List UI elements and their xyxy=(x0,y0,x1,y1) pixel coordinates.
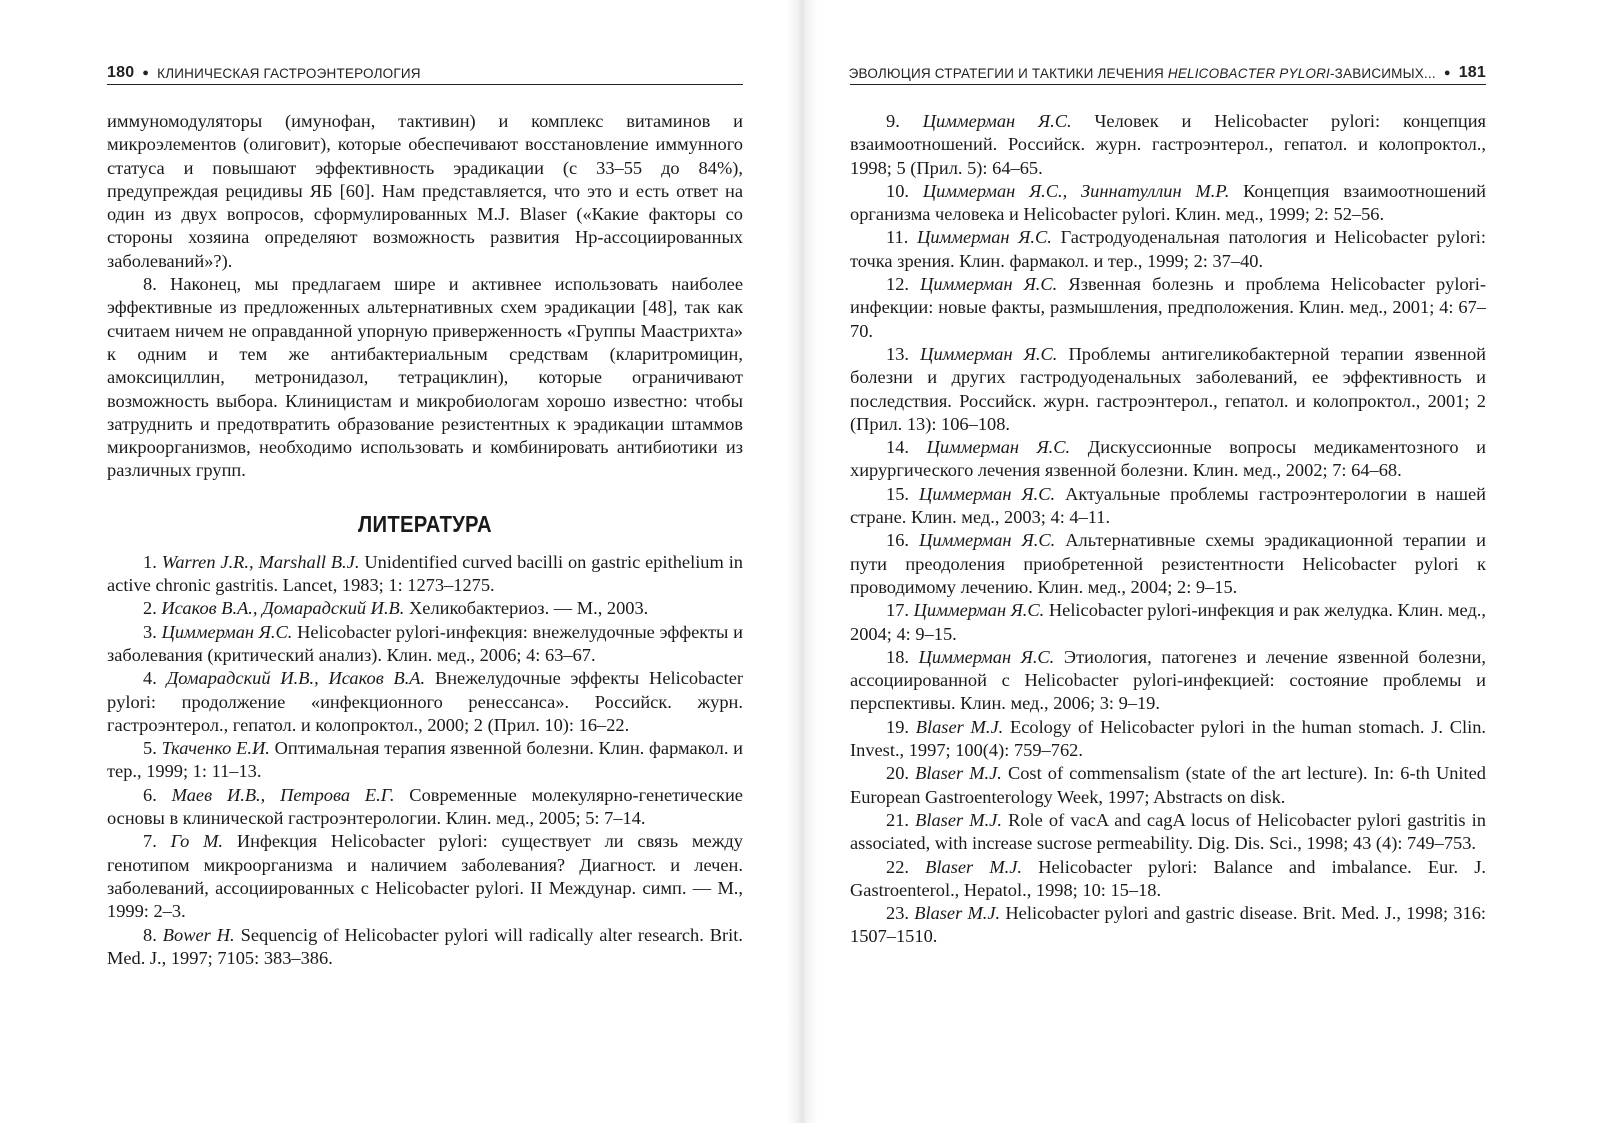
reference-item xyxy=(850,110,1486,180)
reference-number: 19. xyxy=(886,716,909,737)
reference-number: 4. xyxy=(143,668,157,689)
reference-authors: Ткаченко Е.И. xyxy=(161,738,270,759)
bullet-separator: ● xyxy=(1443,67,1451,79)
reference-text: Ecology of Helicobacter pylori in the human stomach. J. Clin. Invest., 1997; 100(4): 759–762. xyxy=(850,716,1486,761)
reference-text: Оптимальная терапия язвенной болезни. Клин. фармакол. и тер., 1999; 1: 11–13. xyxy=(107,738,744,782)
reference-number: 16. xyxy=(886,530,909,551)
reference-number: 1. xyxy=(143,551,157,572)
running-head-left xyxy=(107,62,743,85)
reference-authors: Циммерман Я.С. xyxy=(917,227,1052,248)
reference-authors: Циммерман Я.С. xyxy=(926,437,1071,458)
reference-authors: Циммерман Я.С. xyxy=(913,600,1045,621)
reference-authors: Циммерман Я.С. xyxy=(920,343,1058,364)
reference-item xyxy=(107,830,743,923)
right-page xyxy=(800,0,1600,1123)
reference-text: Sequencig of Helicobacter pylori will radically alter research. Brit. Med. J., 1997; 7105: 383–386. xyxy=(107,924,743,968)
reference-number: 8. xyxy=(143,924,157,945)
reference-number: 18. xyxy=(886,646,909,667)
reference-text: Хеликобактериоз. — М., 2003. xyxy=(409,598,649,619)
reference-authors: Циммерман Я.С. xyxy=(919,483,1056,504)
section-title-right-suffix: -ЗАВИСИМЫХ... xyxy=(1329,65,1436,81)
reference-number: 13. xyxy=(886,343,909,364)
reference-authors: Го М. xyxy=(170,831,224,852)
body-paragraph: 8. Наконец, мы предлагаем шире и активнее использовать наиболее эффективные из предложенных альтернативных схем эрадикации [48], так как считаем ничем не оправданной упорную приверженность «Группы Маастрихта» к одним и тем же антибактериальным средствам (кларитромицин, амоксициллин, метронидазол, тетрациклин), которые ограничивают возможность выбора. Клиницистам и микробиологам хорошо известно: чтобы затруднить и предотвратить образование резистентных к эрадикации штаммов микроорганизмов, необходимо использовать и комбинировать антибиотики из различных групп. xyxy=(107,274,743,481)
body-paragraph: иммуномодуляторы (имунофан, тактивин) и комплекс витаминов и микроэлементов (олиговит), которые обеспечивают восстановление иммунного статуса и повышают эффективность эрадикации (с 33–55 до 84%), предупреждая рецидивы ЯБ [60]. Нам представляется, что это и есть ответ на один из двух вопросов, сформулированных M.J. Blaser («Какие факторы со стороны хозяина определяют возможность развития Hp-ассоциированных заболеваний»?). xyxy=(107,111,743,271)
page-number-right: 181 xyxy=(1458,64,1486,81)
reference-text: Unidentified curved bacilli on gastric epithelium in active chronic gastritis. Lancet, 1983; 1: 1273–1275. xyxy=(107,551,744,596)
reference-item xyxy=(107,924,743,971)
section-title-right-italic: HELICOBACTER PYLORI xyxy=(1167,65,1330,81)
reference-number: 12. xyxy=(886,274,909,295)
reference-number: 3. xyxy=(143,621,157,642)
reference-text: Helicobacter pylori-инфекция и рак желудка. Клин. мед., 2004; 4: 9–15. xyxy=(850,600,1486,644)
right-text-column xyxy=(850,110,1486,949)
reference-item xyxy=(850,902,1486,949)
reference-number: 17. xyxy=(886,600,909,621)
reference-item xyxy=(107,621,743,668)
reference-authors: Циммерман Я.С. xyxy=(922,111,1072,131)
reference-text: Внежелудочные эффекты Helicobacter pylori: продолжение «инфекционного ренессанса». Российск. журн. гастроэнтерол., гепатол. и колопроктол., 2000; 2 (Прил. 10): 16–22. xyxy=(107,668,743,735)
reference-authors: Циммерман Я.С. xyxy=(920,274,1058,295)
reference-item xyxy=(107,784,743,831)
reference-number: 21. xyxy=(886,809,909,830)
reference-authors: Blaser M.J. xyxy=(915,716,1004,737)
reference-item xyxy=(850,436,1486,483)
reference-number: 15. xyxy=(886,483,909,504)
running-head-right xyxy=(850,62,1486,85)
reference-text: Современные молекулярно-генетические основы в клинической гастроэнтерологии. Клин. мед., 2005; 5: 7–14. xyxy=(107,784,743,829)
reference-text: Cost of commensalism (state of the art lecture). In: 6-th United European Gastroenterology Week, 1997; Abstracts on disk. xyxy=(850,763,1487,807)
reference-number: 22. xyxy=(886,856,909,877)
reference-item xyxy=(850,716,1486,763)
section-title-right xyxy=(849,66,1436,81)
reference-item xyxy=(850,226,1486,273)
reference-authors: Циммерман Я.С. xyxy=(161,621,293,642)
reference-authors: Домарадский И.В., Исаков В.А. xyxy=(166,668,426,689)
reference-number: 2. xyxy=(143,598,157,619)
reference-text: Актуальные проблемы гастроэнтерологии в нашей стране. Клин. мед., 2003; 4: 4–11. xyxy=(850,483,1487,528)
reference-item xyxy=(850,483,1486,530)
reference-item xyxy=(850,529,1486,599)
reference-authors: Blaser M.J. xyxy=(925,856,1023,877)
reference-number: 11. xyxy=(886,227,909,248)
reference-number: 5. xyxy=(143,738,157,759)
reference-authors: Blaser M.J. xyxy=(915,763,1002,784)
reference-number: 7. xyxy=(143,831,157,852)
reference-number: 10. xyxy=(886,180,909,201)
reference-text: Инфекция Helicobacter pylori: существует ли связь между генотипом микроорганизма и наличием заболевания? Диагност. и лечен. заболеваний, ассоциированных с Helicobacter pylori. II Междунар. симп. — М., 1999: 2–3. xyxy=(107,831,743,922)
reference-text: Дискуссионные вопросы медикаментозного и хирургического лечения язвенной болезни. Клин. мед., 2002; 7: 64–68. xyxy=(850,437,1486,481)
section-title-right-prefix: ЭВОЛЮЦИЯ СТРАТЕГИИ И ТАКТИКИ ЛЕЧЕНИЯ xyxy=(848,65,1168,81)
reference-item xyxy=(850,180,1486,227)
reference-number: 20. xyxy=(886,763,909,784)
reference-authors: Маев И.В., Петрова Е.Г. xyxy=(171,784,395,805)
reference-list-right xyxy=(850,110,1486,949)
page-number-left: 180 xyxy=(107,64,135,81)
reference-item xyxy=(850,646,1486,716)
reference-authors: Циммерман Я.С. xyxy=(918,646,1055,667)
reference-number: 14. xyxy=(886,437,909,458)
reference-text: Этиология, патогенез и лечение язвенной болезни, ассоциированной с Helicobacter pylori-инфекцией: состояние проблемы и перспективы. Клин. мед., 2006; 3: 9–19. xyxy=(850,646,1486,714)
reference-authors: Bower H. xyxy=(162,924,235,945)
reference-item xyxy=(107,597,743,620)
reference-number: 6. xyxy=(143,784,157,805)
reference-item xyxy=(107,551,743,598)
reference-authors: Warren J.R., Marshall B.J. xyxy=(161,551,360,572)
left-text-column xyxy=(107,110,743,970)
reference-authors: Blaser M.J. xyxy=(915,809,1002,830)
section-title-left: КЛИНИЧЕСКАЯ ГАСТРОЭНТЕРОЛОГИЯ xyxy=(157,65,421,81)
reference-text: Helicobacter pylori: Balance and imbalance. Eur. J. Gastroenterol., Hepatol., 1998; 10: 15–18. xyxy=(850,856,1486,900)
reference-authors: Blaser M.J. xyxy=(914,903,1001,924)
reference-item xyxy=(850,273,1486,343)
reference-text: Helicobacter pylori-инфекция: внежелудочные эффекты и заболевания (критический анализ). Клин. мед., 2006; 4: 63–67. xyxy=(107,621,743,665)
reference-text: Гастродуоденальная патология и Helicobacter pylori: точка зрения. Клин. фармакол. и тер., 1999; 2: 37–40. xyxy=(850,227,1487,271)
reference-text: Role of vacA and cagA locus of Helicobacter pylori gastritis in associated, with increase sucrose permeability. Dig. Dis. Sci., 1998; 43 (4): 749–753. xyxy=(850,809,1486,854)
reference-item xyxy=(850,856,1486,903)
bullet-separator: ● xyxy=(142,67,150,79)
literature-heading: ЛИТЕРАТУРА xyxy=(358,510,492,537)
reference-authors: Циммерман Я.С., Зиннатуллин М.Р. xyxy=(922,180,1230,201)
reference-authors: Исаков В.А., Домарадский И.В. xyxy=(161,598,405,619)
reference-text: Альтернативные схемы эрадикационной терапии и пути преодоления приобретенной резистентности Helicobacter pylori к проводимому лечению. Клин. мед., 2004; 2: 9–15. xyxy=(850,530,1486,597)
reference-text: Концепция взаимоотношений организма человека и Helicobacter pylori. Клин. мед., 1999; 2: 52–56. xyxy=(850,180,1486,225)
reference-item xyxy=(850,343,1486,436)
reference-item xyxy=(850,762,1486,809)
reference-number: 23. xyxy=(886,903,909,924)
reference-text: Проблемы антигеликобактерной терапии язвенной болезни и других гастродуоденальных заболеваний, ее эффективность и последствия. Российск. журн. гастроэнтерол., гепатол. и колопроктол., 2001; 2 (Прил. 13): 106–108. xyxy=(850,343,1486,434)
reference-text: Человек и Helicobacter pylori: концепция взаимоотношений. Российск. журн. гастроэнтерол., гепатол. и колопроктол., 1998; 5 (Прил. 5): 64–65. xyxy=(850,111,1486,178)
reference-number: 9. xyxy=(886,111,900,131)
reference-item xyxy=(107,667,743,737)
reference-item xyxy=(850,599,1486,646)
reference-authors: Циммерман Я.С. xyxy=(919,530,1056,551)
reference-list-left xyxy=(107,551,743,970)
reference-item xyxy=(107,737,743,784)
reference-text: Helicobacter pylori and gastric disease. Brit. Med. J., 1998; 316: 1507–1510. xyxy=(850,903,1486,947)
reference-item xyxy=(850,809,1486,856)
reference-text: Язвенная болезнь и проблема Helicobacter pylori-инфекции: новые факты, размышления, предположения. Клин. мед., 2001; 4: 67–70. xyxy=(850,274,1486,341)
